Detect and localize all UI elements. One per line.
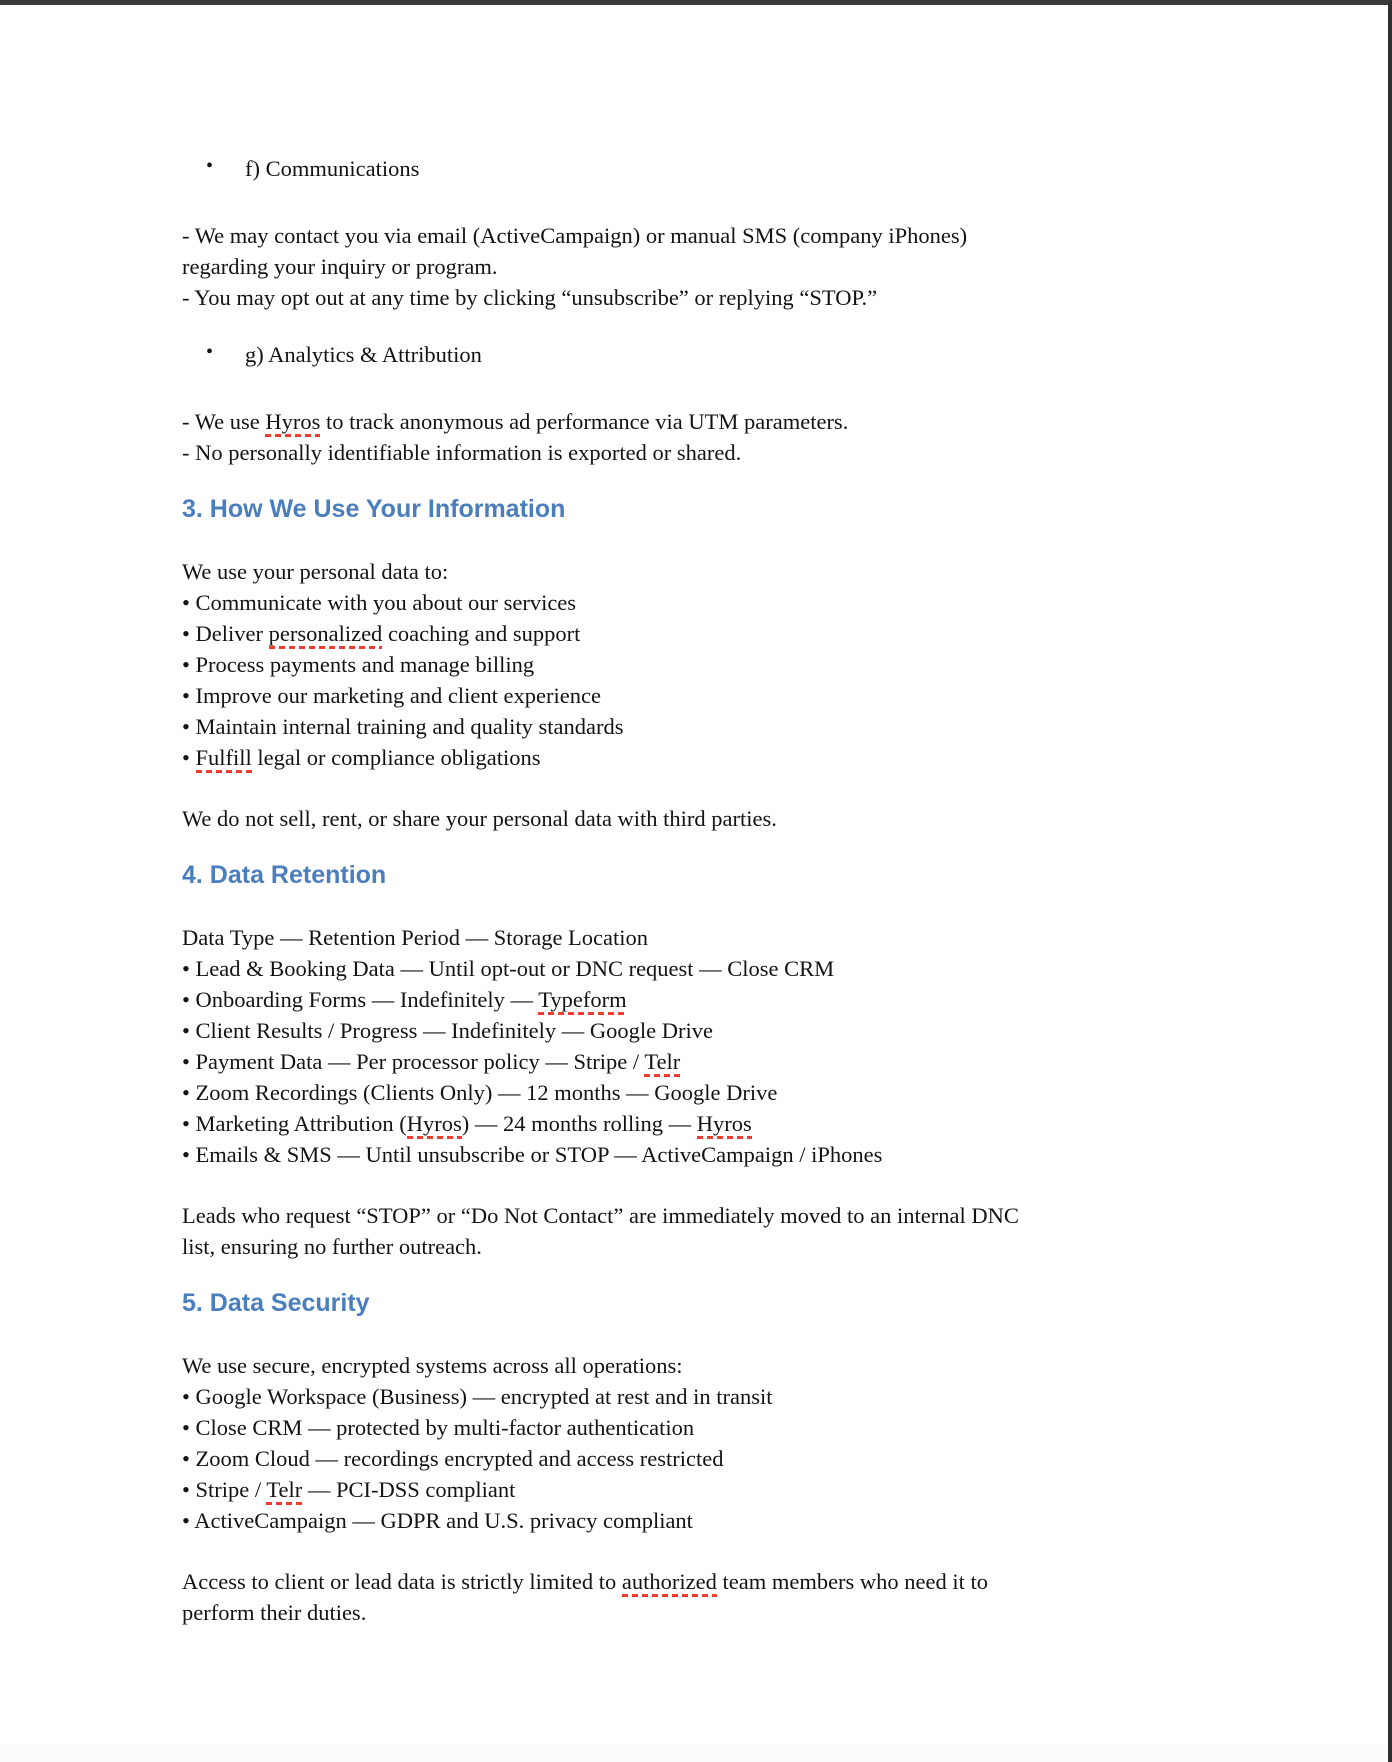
text-line: We do not sell, rent, or share your personal data with third parties. (182, 806, 777, 831)
text-line: • Zoom Cloud — recordings encrypted and access restricted (182, 1446, 724, 1471)
document-content (182, 153, 1214, 1628)
paragraph (182, 556, 1214, 773)
text-line: • ActiveCampaign — GDPR and U.S. privacy compliant (182, 1508, 693, 1533)
text-line: • Zoom Recordings (Clients Only) — 12 months — Google Drive (182, 1080, 778, 1105)
list-item-label: g) Analytics & Attribution (245, 342, 482, 367)
text-line: • Maintain internal training and quality standards (182, 714, 624, 739)
text-line: • Lead & Booking Data — Until opt-out or DNC request — Close CRM (182, 956, 835, 981)
bullet-icon: • (206, 155, 214, 177)
text-line: • Deliver personalized coaching and support (182, 618, 1214, 649)
text-line: • Fulfill legal or compliance obligations (182, 742, 1214, 773)
text-line: We use your personal data to: (182, 559, 449, 584)
spellcheck-underlined-word: Hyros (265, 409, 320, 437)
spellcheck-underlined-word: Fulfill (196, 745, 252, 773)
text-line: • Process payments and manage billing (182, 652, 535, 677)
text-line: • Client Results / Progress — Indefinitely — Google Drive (182, 1018, 713, 1043)
bullet-icon: • (206, 341, 214, 363)
text-line: Data Type — Retention Period — Storage Location (182, 925, 649, 950)
list-item-label: f) Communications (245, 156, 420, 181)
text-line: Leads who request “STOP” or “Do Not Contact” are immediately moved to an internal DNC (182, 1203, 1019, 1228)
section-heading: 3. How We Use Your Information (182, 495, 566, 523)
text-line: - No personally identifiable information is exported or shared. (182, 440, 742, 465)
page-bottom-band (0, 1744, 1388, 1762)
spellcheck-underlined-word: personalized (269, 621, 383, 649)
text-line: regarding your inquiry or program. (182, 254, 498, 279)
text-line: - We may contact you via email (ActiveCampaign) or manual SMS (company iPhones) (182, 223, 968, 248)
paragraph (182, 220, 1214, 313)
text-line: • Google Workspace (Business) — encrypted at rest and in transit (182, 1384, 773, 1409)
list-item (182, 339, 1214, 370)
paragraph (182, 1200, 1214, 1262)
text-line: • Stripe / Telr — PCI-DSS compliant (182, 1474, 1214, 1505)
paragraph (182, 1350, 1214, 1536)
text-line: - We use Hyros to track anonymous ad performance via UTM parameters. (182, 406, 1214, 437)
paragraph (182, 922, 1214, 1170)
text-line: • Payment Data — Per processor policy — Stripe / Telr (182, 1046, 1214, 1077)
list-item (182, 153, 1214, 184)
text-line: • Emails & SMS — Until unsubscribe or STOP — ActiveCampaign / iPhones (182, 1142, 883, 1167)
spellcheck-underlined-word: Hyros (697, 1111, 752, 1139)
section-heading: 4. Data Retention (182, 861, 387, 889)
text-line: • Improve our marketing and client experience (182, 683, 601, 708)
spellcheck-underlined-word: Telr (266, 1477, 302, 1505)
text-line: • Communicate with you about our services (182, 590, 577, 615)
text-line: • Onboarding Forms — Indefinitely — Typeform (182, 984, 1214, 1015)
text-line: - You may opt out at any time by clicking “unsubscribe” or replying “STOP.” (182, 285, 878, 310)
text-line: perform their duties. (182, 1600, 367, 1625)
text-line: Access to client or lead data is strictly limited to authorized team members who need it to (182, 1566, 1214, 1597)
paragraph (182, 1566, 1214, 1628)
text-line: • Close CRM — protected by multi-factor authentication (182, 1415, 695, 1440)
text-line: list, ensuring no further outreach. (182, 1234, 482, 1259)
spellcheck-underlined-word: Telr (644, 1049, 680, 1077)
spellcheck-underlined-word: authorized (622, 1569, 717, 1597)
text-line: We use secure, encrypted systems across all operations: (182, 1353, 683, 1378)
spellcheck-underlined-word: Typeform (538, 987, 626, 1015)
paragraph (182, 406, 1214, 468)
spellcheck-underlined-word: Hyros (407, 1111, 462, 1139)
paragraph (182, 803, 1214, 834)
section-heading: 5. Data Security (182, 1289, 370, 1317)
text-line: • Marketing Attribution (Hyros) — 24 months rolling — Hyros (182, 1108, 1214, 1139)
